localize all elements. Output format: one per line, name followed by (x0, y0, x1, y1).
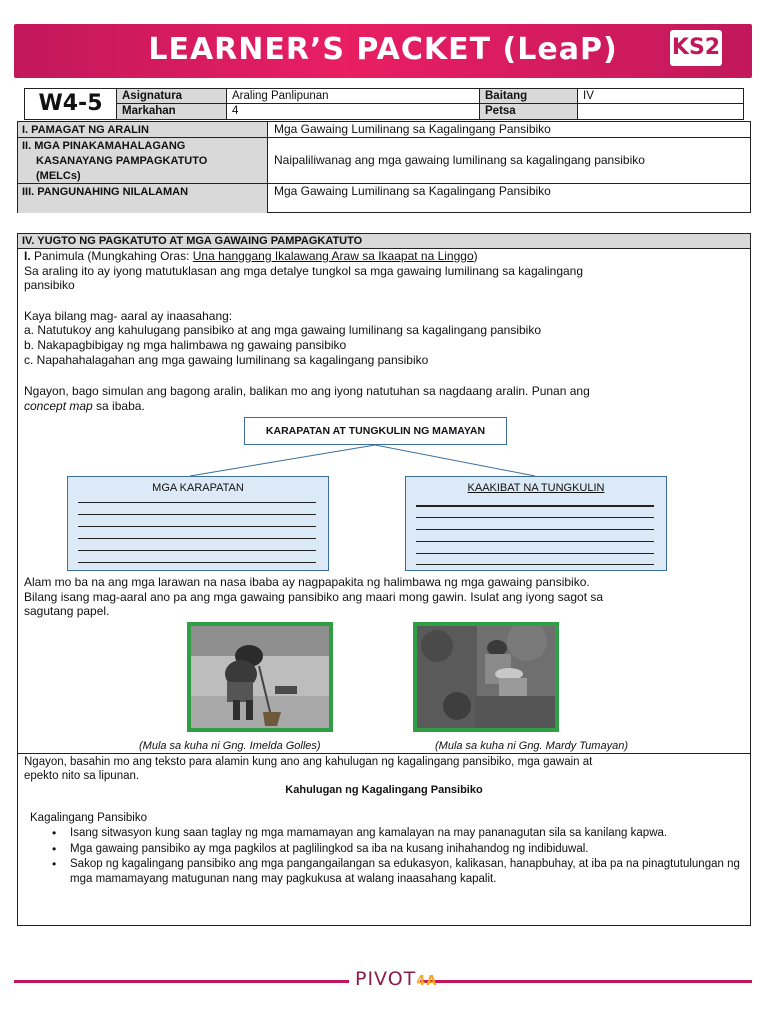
intro-roman: I. (24, 249, 31, 263)
review-line-1: Ngayon, bago simulan ang bagong aralin, balikan mo ang iyong natutuhan sa nagdaang aralin. Punan ang (24, 384, 590, 398)
date-label: Petsa (480, 104, 578, 119)
objective-b: b. Nakapagbibigay ng mga halimbawa ng gawaing pansibiko (24, 338, 347, 352)
intro-word: Panimula (Mungkahing Oras: (30, 249, 193, 263)
melc-label-line-3: (MELCs) (36, 170, 81, 182)
question-line-3: sagutang papel. (24, 604, 110, 618)
melc-label-line-1: II. MGA PINAKAMAHALAGANG (22, 140, 186, 152)
photo-gardening (413, 622, 559, 732)
review-rest: sa ibaba. (92, 399, 145, 413)
reading-subtitle: Kagalingang Pansibiko (30, 812, 148, 824)
melc-label-line-2: KASANAYANG PAMPAGKATUTO (36, 155, 208, 167)
footer-rule-left (14, 980, 349, 983)
intro-time: Una hanggang Ikalawang Araw sa Ikaapat na Linggo (192, 249, 474, 263)
question-line-2: Bilang isang mag-aaral ano pa ang mga gawaing pansibiko ang maari mong gawin. Isulat ang iyong sagot sa (24, 590, 604, 604)
duties-box (405, 476, 667, 571)
footer-rule-right (420, 980, 752, 983)
duties-heading: KAAKIBAT NA TUNGKULIN (467, 482, 605, 494)
question-line-1: Alam mo ba na ang mga larawan na nasa ibaba ay nagpapakita ng halimbawa ng mga gawaing pansibiko. (24, 575, 590, 589)
bullet-item: • Sakop ng kagalingang pansibiko ang mga pangangailangan sa edukasyon, kalikasan, hanapbuhay, at iba pa na pinagtutulungan ng mga mamamayang matugunan nang may pagkukusa at walang inaasahang kapalit. (52, 857, 742, 886)
photo-sweeping (187, 622, 333, 732)
photo-caption-2: (Mula sa kuha ni Gng. Mardy Tumayan) (435, 740, 628, 752)
section-divider (17, 753, 751, 754)
reading-intro-line-2: epekto nito sa lipunan. (24, 770, 140, 782)
objective-a: a. Natutukoy ang kahulugang pansibiko at ang mga gawaing lumilinang sa kagalingang pansibiko (24, 323, 542, 337)
rights-box (67, 476, 329, 571)
reading-title: Kahulugan ng Kagalingang Pansibiko (285, 784, 483, 796)
quarter-value: 4 (227, 104, 480, 119)
blank-line[interactable] (416, 541, 654, 542)
blank-line[interactable] (78, 526, 316, 527)
week-label: W4-5 (25, 89, 117, 119)
blank-line[interactable] (416, 529, 654, 530)
blank-line[interactable] (78, 562, 316, 563)
blank-line[interactable] (416, 517, 654, 518)
blank-line[interactable] (416, 553, 654, 554)
connector-left (190, 445, 375, 476)
concept-map-top-box: KARAPATAN AT TUNGKULIN NG MAMAYAN (244, 417, 507, 445)
blank-line[interactable] (78, 538, 316, 539)
quarter-label: Markahan (117, 104, 227, 119)
subject-label: Asignatura (117, 89, 227, 104)
paragraph-1-line-2: pansibiko (24, 278, 75, 292)
photo-sweeping-image (191, 626, 329, 728)
blank-line[interactable] (416, 564, 654, 565)
section-heading: IV. YUGTO NG PAGKATUTO AT MGA GAWAING PAMPAGKATUTO (18, 234, 750, 249)
pivot-logo-text: PIVOT (355, 968, 417, 990)
pivot-logo-number: 4A (416, 974, 438, 989)
bullet-item: • Isang sitwasyon kung saan taglay ng mga mamamayan ang kamalayan na may pananagutan sila sa kanilang kapwa. (52, 826, 742, 841)
pivot-logo (355, 968, 437, 990)
intro-close: ) (473, 249, 478, 263)
review-italic: concept map (24, 399, 93, 413)
connector-right (375, 445, 535, 476)
definition-bullets (52, 826, 742, 887)
subject-value: Araling Panlipunan (227, 89, 480, 104)
lesson-title-value: Mga Gawaing Lumilinang sa Kagalingang Pansibiko (274, 122, 551, 136)
blank-line[interactable] (78, 502, 316, 503)
reading-intro-line-1: Ngayon, basahin mo ang teksto para alamin kung ano ang kahulugan ng kagalingang pansibiko, mga gawain at (24, 756, 593, 768)
objective-c: c. Napahahalagahan ang mga gawaing lumilinang sa kagalingang pansibiko (24, 353, 429, 367)
bullet-item: • Mga gawaing pansibiko ay mga pagkilos at paglilingkod sa iba na kusang inihahandog ng indibiduwal. (52, 842, 742, 857)
blank-line[interactable] (78, 514, 316, 515)
ks-badge: KS2 (670, 30, 722, 66)
content-label: III. PANGUNAHING NILALAMAN (18, 184, 268, 213)
photo-gardening-image (417, 626, 555, 728)
grade-label: Baitang (480, 89, 578, 104)
content-value: Mga Gawaing Lumilinang sa Kagalingang Pansibiko (274, 184, 551, 198)
blank-line[interactable] (416, 505, 654, 507)
melc-value: Naipaliliwanag ang mga gawaing lumilinang sa kagalingang pansibiko (274, 153, 645, 167)
grade-value: IV (578, 89, 743, 104)
paragraph-1-line-1: Sa araling ito ay iyong matutuklasan ang mga detalye tungkol sa mga gawaing lumilinang sa kagalingang (24, 264, 584, 278)
photo-caption-1: (Mula sa kuha ni Gng. Imelda Golles) (139, 740, 321, 752)
rights-heading: MGA KARAPATAN (152, 482, 244, 494)
blank-line[interactable] (78, 550, 316, 551)
packet-title: LEARNER’S PACKET (LeaP) (148, 32, 618, 67)
expectation-line: Kaya bilang mag- aaral ay inaasahang: (24, 309, 233, 323)
lesson-title-label: I. PAMAGAT NG ARALIN (18, 122, 268, 137)
